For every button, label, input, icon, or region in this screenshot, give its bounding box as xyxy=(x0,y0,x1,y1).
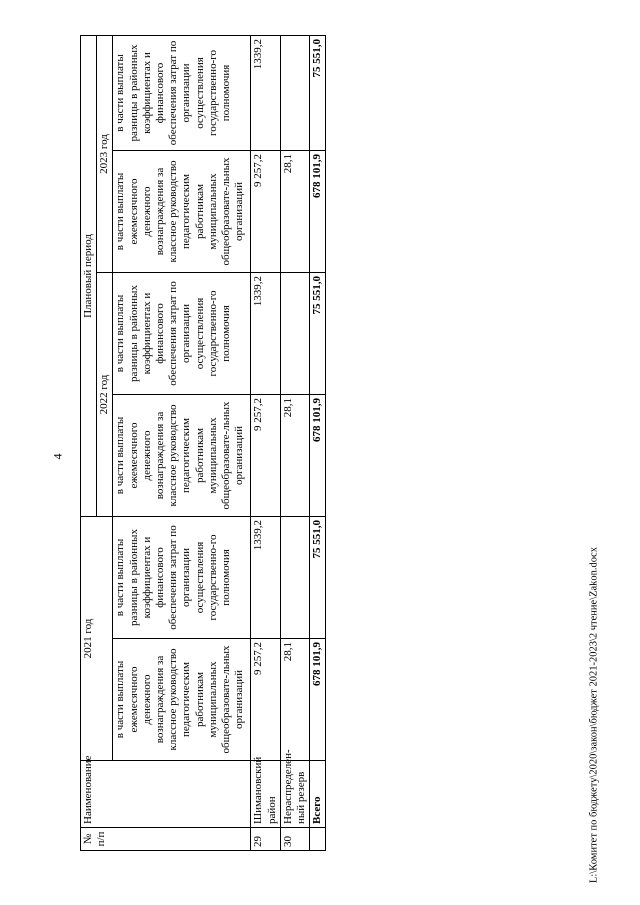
row-value: 1339,2 xyxy=(251,517,280,639)
header-2021-a: в части выплаты ежемесячного денежного вознаграждения за классное руководство педагогическим работникам муниципальных общеобразовате-льных организаций xyxy=(113,639,251,761)
row-value xyxy=(280,35,309,150)
budget-table-rotated xyxy=(80,36,360,851)
file-path-footer xyxy=(588,547,604,883)
total-value: 75 551,0 xyxy=(310,35,326,150)
header-num: № п/п xyxy=(81,828,251,851)
row-value xyxy=(280,273,309,395)
total-value: 75 551,0 xyxy=(310,273,326,395)
row-value: 9 257,2 xyxy=(251,639,280,761)
total-value: 678 101,9 xyxy=(310,151,326,273)
header-name: Наименование xyxy=(81,761,251,828)
row-value: 1339,2 xyxy=(251,35,280,150)
header-2021-b: в части выплаты разницы в районных коэффициентах и финансового обеспечения затрат по организации осуществления государственно-го полномочия xyxy=(113,517,251,639)
total-row xyxy=(310,35,326,850)
row-value xyxy=(280,517,309,639)
total-value: 678 101,9 xyxy=(310,395,326,517)
header-2022: 2022 год xyxy=(97,273,113,517)
row-value: 9 257,2 xyxy=(251,151,280,273)
row-value: 28,1 xyxy=(280,395,309,517)
header-2022-b: в части выплаты разницы в районных коэффициентах и финансового обеспечения затрат по организации осуществления государственно-го полномочия xyxy=(113,273,251,395)
row-name: Шимановский район xyxy=(251,761,280,828)
total-value: 75 551,0 xyxy=(310,517,326,639)
total-label: Всего xyxy=(310,761,326,828)
table-row xyxy=(251,35,280,850)
header-2022-a: в части выплаты ежемесячного денежного вознаграждения за классное руководство педагогическим работникам муниципальных общеобразовате-льных организаций xyxy=(113,395,251,517)
header-row-1 xyxy=(81,35,97,850)
header-2023-b: в части выплаты разницы в районных коэффициентах и финансового обеспечения затрат по организации осуществления государственно-го полномочия xyxy=(113,35,251,150)
header-2021: 2021 год xyxy=(81,517,113,761)
row-value: 9 257,2 xyxy=(251,395,280,517)
row-num: 30 xyxy=(280,828,309,851)
total-num xyxy=(310,828,326,851)
row-num: 29 xyxy=(251,828,280,851)
header-plan: Плановый период xyxy=(81,35,97,516)
header-row-3 xyxy=(113,35,251,850)
row-name: Нераспределен-ный резерв xyxy=(280,761,309,828)
header-2023: 2023 год xyxy=(97,35,113,272)
header-2023-a: в части выплаты ежемесячного денежного вознаграждения за классное руководство педагогическим работникам муниципальных общеобразовате-льных организаций xyxy=(113,151,251,273)
table-row xyxy=(280,35,309,850)
file-path-text: L:\Комитет по бюджету\2020\закон\бюджет 2021-2023\2 чтение\Zakon.docx xyxy=(588,547,600,883)
row-value: 1339,2 xyxy=(251,273,280,395)
total-value: 678 101,9 xyxy=(310,639,326,761)
row-value: 28,1 xyxy=(280,151,309,273)
page-number: 4 xyxy=(50,453,65,460)
budget-table xyxy=(80,35,326,851)
row-value: 28,1 xyxy=(280,639,309,761)
